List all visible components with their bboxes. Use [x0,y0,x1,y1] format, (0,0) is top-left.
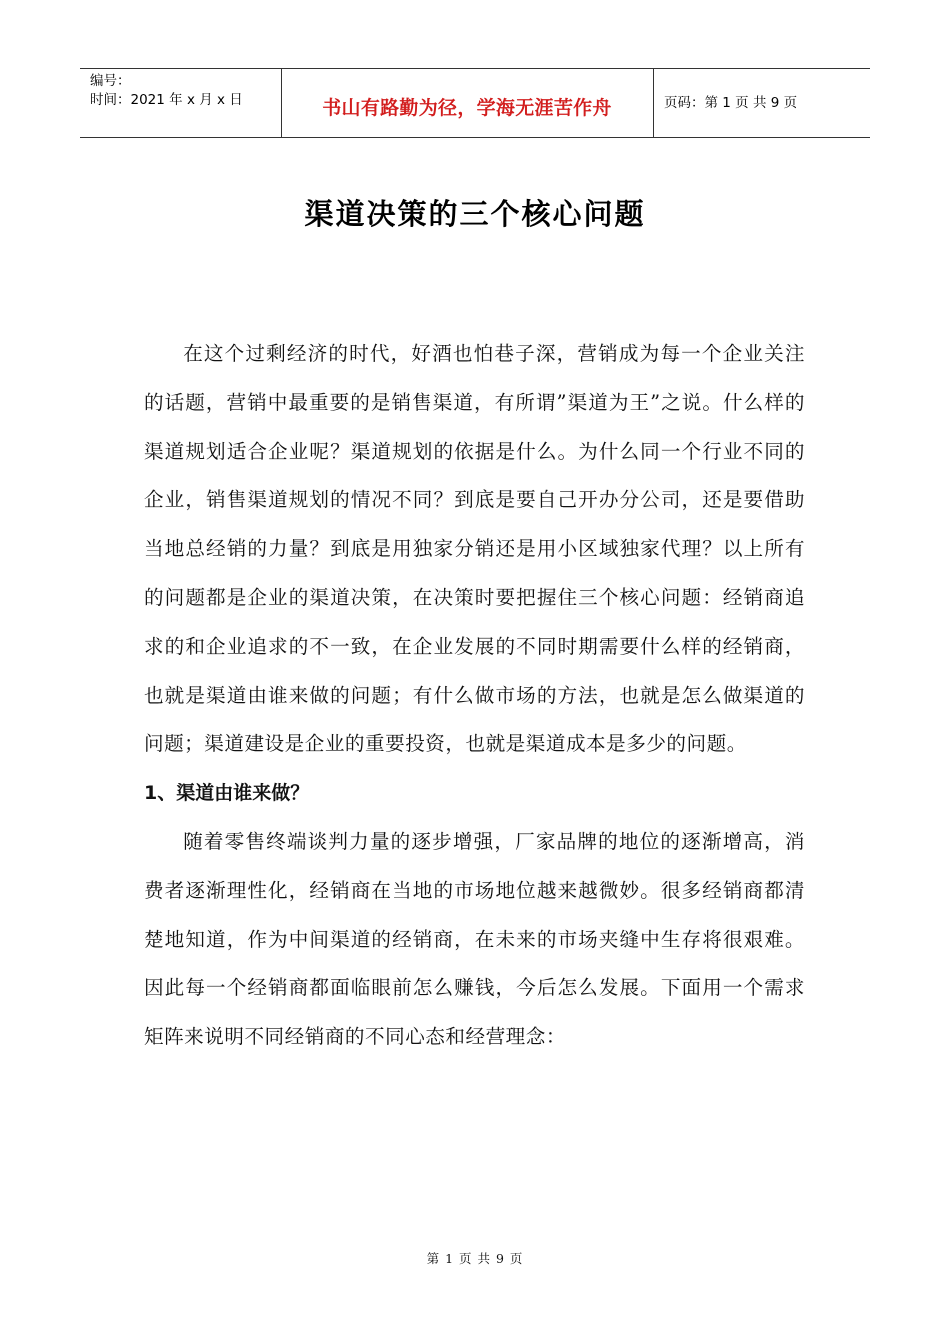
header-table [80,68,870,138]
document-time-label: 时间：2021 年 x 月 x 日 [90,92,243,108]
header-motto-cell [281,69,654,137]
page-footer: 第 1 页 共 9 页 [426,1251,524,1266]
section-1-paragraph: 随着零售终端谈判力量的逐步增强，厂家品牌的地位的逐渐增高，消费者逐渐理性化，经销商在当地的市场地位越来越微妙。很多经销商都清楚地知道，作为中间渠道的经销商，在未来的市场夹缝中生存将很艰难。因此每一个经销商都面临眼前怎么赚钱，今后怎么发展。下面用一个需求矩阵来说明不同经销商的不同心态和经营理念： [144,829,805,1049]
section-1-heading: 1、渠道由谁来做？ [144,782,310,805]
header-page-info: 页码：第 1 页 共 9 页 [664,95,798,111]
document-number-label: 编号： [90,73,131,89]
header-page-cell [654,69,870,137]
header-info-cell [80,69,282,137]
intro-paragraph: 在这个过剩经济的时代，好酒也怕巷子深，营销成为每一个企业关注的话题，营销中最重要的是销售渠道，有所谓”渠道为王”之说。什么样的渠道规划适合企业呢？渠道规划的依据是什么。为什么同一个行业不同的企业，销售渠道规划的情况不同？到底是要自己开办分公司，还是要借助当地总经销的力量？到底是用独家分销还是用小区域独家代理？以上所有的问题都是企业的渠道决策，在决策时要把握住三个核心问题：经销商追求的和企业追求的不一致，在企业发展的不同时期需要什么样的经销商，也就是渠道由谁来做的问题；有什么做市场的方法，也就是怎么做渠道的问题；渠道建设是企业的重要投资，也就是渠道成本是多少的问题。 [144,342,805,756]
motto-text: 书山有路勤为径，学海无涯苦作舟 [322,97,612,119]
document-body [144,330,805,1062]
document-title: 渠道决策的三个核心问题 [304,197,646,231]
